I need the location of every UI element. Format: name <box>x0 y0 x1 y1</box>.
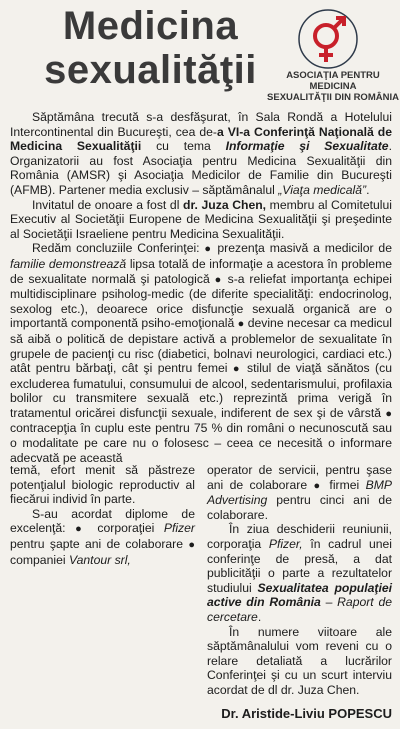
paragraph-outro: În numere viitoare ale săptămânalului vom reveni cu o relare detaliată a lucrărilor Conferinţei şi cu un scurt interviu acordat de dl dr. Juza Chen. <box>207 624 392 697</box>
text: în cadrul unei conferinţe de presă, a dat publicităţii o parte a rezultatelor studiului <box>207 536 392 595</box>
text: Invitatul de onoare a fost dl <box>32 197 184 212</box>
bullet-icon: ● <box>385 407 392 420</box>
guest-name: dr. Juza Chen, <box>183 197 267 212</box>
bullet-icon: ● <box>237 318 245 331</box>
text: pentru şapte ani de colaborare <box>10 536 189 551</box>
bullet-icon: ● <box>232 363 242 376</box>
bullet-icon: ● <box>204 243 213 256</box>
text: Redăm concluziile Conferinţei: <box>32 241 205 256</box>
paragraph-intro <box>10 110 392 198</box>
paragraph: temă, efort menit să păstreze potenţialul biologic reproductiv al fiecărui individ în parte. <box>10 463 195 507</box>
text: prezenţa masivă a medicilor de <box>212 241 392 256</box>
text: devine necesar ca medicul să aibă o politică de depistare activă a problemelor de sexualitate în grupele de pacienţi cu risc (diabetici, bolnavi neurologici, cardiaci etc.) atât pentru bărbaţi, cât şi pentru femei <box>10 316 393 376</box>
text: . <box>366 182 370 197</box>
text: În ziua deschiderii reuniunii, corporaţia <box>207 522 392 551</box>
paragraph-conclusions <box>10 241 392 465</box>
text: lipsa totală de informaţie a acestora în probleme de sexualitate normală şi patologică <box>10 256 393 286</box>
bullet-icon: ● <box>75 523 88 536</box>
text: contracepţia în cuplu este pentru 75 % din români o necunoscută sau o modalitate pe care nu o folosesc – ceea ce necesită o informare adecvată pe această <box>10 421 392 465</box>
company-name: Pfizer, <box>268 536 303 551</box>
association-name <box>266 70 400 103</box>
text: . <box>257 609 262 624</box>
text: firmei <box>323 477 366 492</box>
paragraph-diplomas <box>10 507 195 567</box>
text: companiei <box>10 552 69 567</box>
text: s-a reliefat importanţa echipei multidisciplinare psiholog-medic (de diferite specialităţi: endocrinolog, sexolog etc.), deoarece orice disfuncţie sexuală organică are o importantă componentă psiho-emoţională <box>10 271 392 331</box>
media-partner: „Viaţa medicală” <box>278 182 367 197</box>
assoc-line-1: ASOCIAŢIA PENTRU MEDICINA <box>286 70 380 92</box>
paragraph <box>207 463 392 522</box>
bullet-icon: ● <box>313 479 324 492</box>
title-line-2: sexualităţii <box>44 48 257 92</box>
company-name: Pfizer <box>163 521 195 536</box>
text: corporaţiei <box>87 521 164 536</box>
text: S-au acordat diplome de excelenţă: <box>10 506 195 536</box>
right-column <box>207 463 392 697</box>
text: membru al Comitetului Executiv al Societăţii Europene de Medicina Sexualităţii şi preşedinte al Societăţii Israeliene pentru Medicina Sexualităţii. <box>10 197 393 241</box>
study-subtitle: Raport de cercetare <box>207 595 392 624</box>
two-column-section <box>10 463 392 697</box>
study-title: Sexualitatea populaţiei active din România <box>207 580 392 610</box>
paragraph-study <box>207 522 392 624</box>
conference-name: a VI-a Conferinţă Naţională de Medicina Sexualităţii <box>10 124 392 154</box>
company-name: BMP Advertising <box>207 477 392 508</box>
text: pentru cinci ani de colaborare. <box>207 493 392 522</box>
company-name: Vantour srl, <box>68 552 131 567</box>
left-column <box>10 463 195 678</box>
article-title <box>28 4 273 92</box>
conference-theme: Informaţie şi Sexualitate <box>225 139 389 154</box>
article-body <box>10 110 392 465</box>
bullet-icon: ● <box>214 273 223 286</box>
paragraph-guest <box>10 198 392 242</box>
text: . Organizatorii au fost Asociaţia pentru Medicina Sexualităţii din România (AMSR) şi Asociaţia Medicilor de Familie din Bucureşti (AFMB). Partener media exclusiv – săptămânalul <box>10 139 392 197</box>
emphasis: familie demonstrează <box>10 256 127 271</box>
text: Săptămâna trecută s-a desfăşurat, în Sala Rondă a Hotelului Intercontinental din Bucureşti, cea de- <box>10 110 392 139</box>
text: cu tema <box>141 139 226 154</box>
text: operator de servicii, pentru şase ani de colaborare <box>207 463 392 492</box>
text: stilul de viaţă sănătos (cu excluderea fumatului, consumului de alcool, sedentarismului, profilaxia bolilor cu transmitere sexuală etc.) reprezintă prima verigă în tratamentul oricărei disfuncţii sexuale, indiferent de sex şi de vârstă <box>10 361 392 420</box>
title-line-1: Medicina <box>62 4 239 48</box>
assoc-line-2: SEXUALITĂŢII DIN ROMÂNIA <box>267 92 399 103</box>
bullet-icon: ● <box>188 538 195 551</box>
text: – <box>320 595 338 610</box>
author-byline: Dr. Aristide-Liviu POPESCU <box>221 706 392 721</box>
